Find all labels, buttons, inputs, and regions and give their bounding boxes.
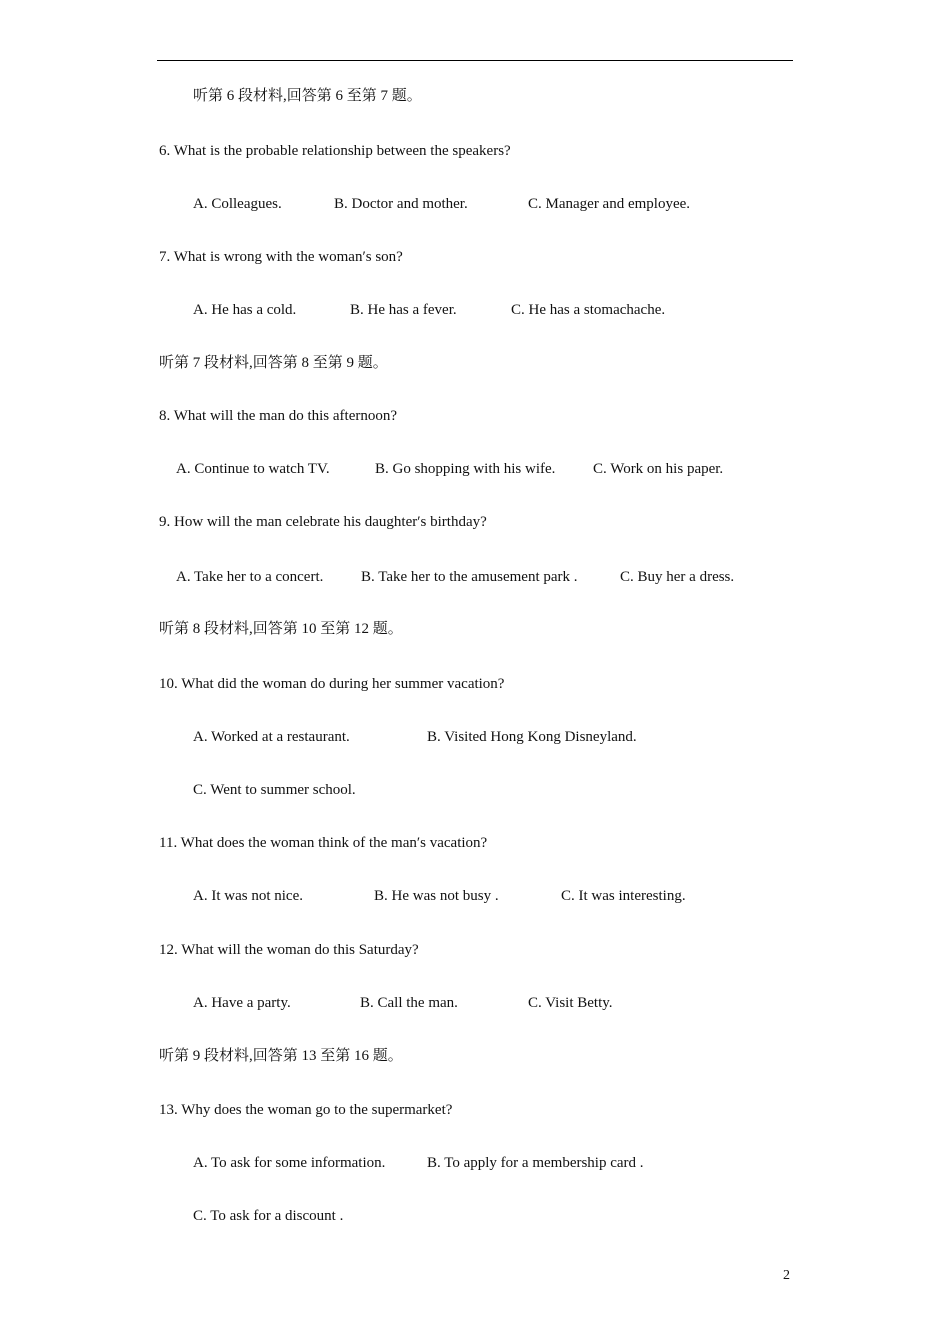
section-heading-8: 听第 8 段材料,回答第 10 至第 12 题。 [159,621,403,637]
q13-option-a: A. To ask for some information. [193,1155,386,1171]
question-8: 8. What will the man do this afternoon? [159,408,398,424]
question-6: 6. What is the probable relationship between the speakers? [159,143,511,159]
page-number: 2 [783,1268,790,1283]
question-10: 10. What did the woman do during her summer vacation? [159,676,505,692]
question-12: 12. What will the woman do this Saturday? [159,942,419,958]
q6-option-b: B. Doctor and mother. [334,196,468,212]
q12-option-c: C. Visit Betty. [528,995,613,1011]
q13-option-b: B. To apply for a membership card . [427,1155,644,1171]
section-heading-7: 听第 7 段材料,回答第 8 至第 9 题。 [159,355,388,371]
section-heading-9: 听第 9 段材料,回答第 13 至第 16 题。 [159,1048,403,1064]
q7-option-a: A. He has a cold. [193,302,297,318]
q13-option-c: C. To ask for a discount . [193,1208,344,1224]
q9-option-a: A. Take her to a concert. [176,569,324,585]
q9-option-b: B. Take her to the amusement park . [361,569,578,585]
q7-option-b: B. He has a fever. [350,302,457,318]
header-rule [157,60,793,61]
q8-option-c: C. Work on his paper. [593,461,724,477]
question-9: 9. How will the man celebrate his daughter′s birthday? [159,514,487,530]
question-11: 11. What does the woman think of the man′s vacation? [159,835,488,851]
q7-option-c: C. He has a stomachache. [511,302,666,318]
q12-option-b: B. Call the man. [360,995,458,1011]
q6-option-c: C. Manager and employee. [528,196,691,212]
q8-option-b: B. Go shopping with his wife. [375,461,556,477]
q11-option-a: A. It was not nice. [193,888,303,904]
section-heading-6: 听第 6 段材料,回答第 6 至第 7 题。 [193,88,422,104]
question-7: 7. What is wrong with the woman′s son? [159,249,403,265]
q9-option-c: C. Buy her a dress. [620,569,735,585]
q10-option-c: C. Went to summer school. [193,782,356,798]
q11-option-c: C. It was interesting. [561,888,686,904]
q10-option-a: A. Worked at a restaurant. [193,729,350,745]
q12-option-a: A. Have a party. [193,995,291,1011]
q6-option-a: A. Colleagues. [193,196,282,212]
q10-option-b: B. Visited Hong Kong Disneyland. [427,729,637,745]
q11-option-b: B. He was not busy . [374,888,499,904]
q8-option-a: A. Continue to watch TV. [176,461,330,477]
question-13: 13. Why does the woman go to the supermarket? [159,1102,453,1118]
